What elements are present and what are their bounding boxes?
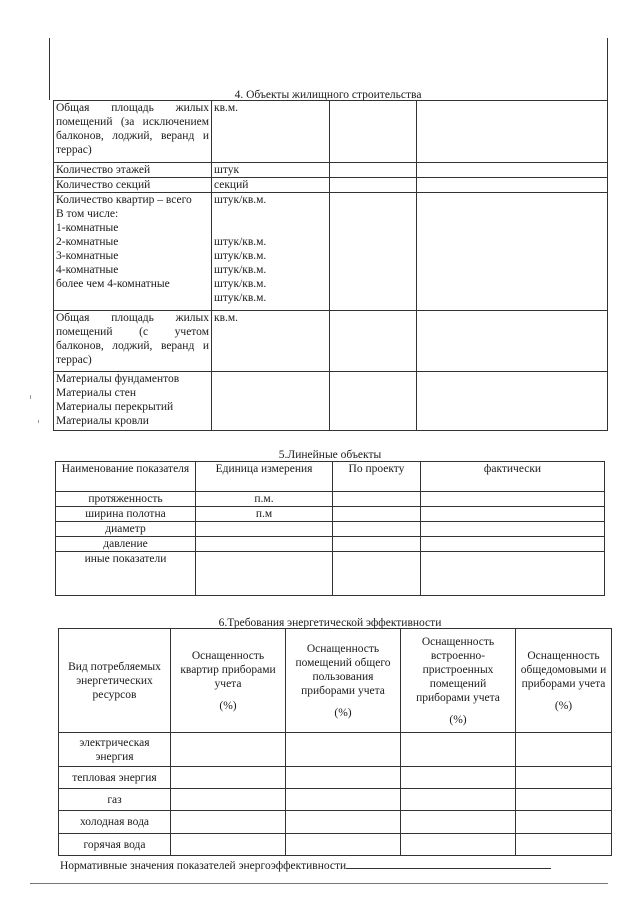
header-by-project: По проекту xyxy=(333,462,421,492)
project-value-cell[interactable] xyxy=(333,492,421,507)
resource-row-label: электрическая энергия xyxy=(59,733,171,767)
materials-walls-label: Материалы стен xyxy=(56,387,137,399)
apartments-1-room-unit: штук/кв.м. xyxy=(214,236,267,248)
linear-row-unit xyxy=(196,552,333,596)
linear-row-unit: п.м xyxy=(196,507,333,522)
resource-row-label: горячая вода xyxy=(59,834,171,856)
common-areas-meters-value[interactable] xyxy=(286,789,401,811)
project-value-cell[interactable] xyxy=(330,163,417,178)
resource-row-label: холодная вода xyxy=(59,811,171,834)
header-common-areas-meters-cell xyxy=(286,629,401,733)
energy-norms-label: Нормативные значения показателей энергоэффективности xyxy=(60,860,347,872)
header-common-areas-meters-unit: (%) xyxy=(334,706,352,719)
project-value-cell[interactable] xyxy=(330,311,417,372)
row-living-area-excl-label: Общая площадь жилых помещений (за исключением балконов, лоджий, веранд и террас) xyxy=(54,101,212,163)
energy-norms-line xyxy=(60,857,551,873)
apartments-more-4-room-label: более чем 4-комнатные xyxy=(56,278,170,290)
row-materials-cell xyxy=(54,372,212,431)
materials-foundations-label: Материалы фундаментов xyxy=(56,373,180,385)
common-areas-meters-value[interactable] xyxy=(286,834,401,856)
row-floors-label: Количество этажей xyxy=(54,163,212,178)
common-areas-meters-value[interactable] xyxy=(286,733,401,767)
margin-mark xyxy=(30,395,31,399)
energy-norms-blank[interactable] xyxy=(346,857,551,869)
linear-row-name: иные показатели xyxy=(56,552,196,596)
building-meters-value[interactable] xyxy=(516,733,612,767)
builtin-premises-meters-value[interactable] xyxy=(401,834,516,856)
header-apartments-meters-cell xyxy=(171,629,286,733)
builtin-premises-meters-value[interactable] xyxy=(401,811,516,834)
linear-objects-table xyxy=(55,461,605,596)
building-meters-value[interactable] xyxy=(516,811,612,834)
builtin-premises-meters-value[interactable] xyxy=(401,767,516,789)
section4-title: 4. Объекты жилищного строительства xyxy=(234,89,422,101)
project-value-cell[interactable] xyxy=(333,507,421,522)
header-builtin-premises-meters: Оснащенность встроенно-пристроенных помещений приборами учета xyxy=(416,635,500,704)
row-apartments-label-cell xyxy=(54,193,212,311)
building-meters-value[interactable] xyxy=(516,767,612,789)
apartments-3-room-unit: штук/кв.м. xyxy=(214,264,267,276)
energy-efficiency-table xyxy=(58,628,612,856)
actual-value-cell[interactable] xyxy=(417,372,608,431)
project-value-cell[interactable] xyxy=(330,178,417,193)
row-sections-label: Количество секций xyxy=(54,178,212,193)
linear-row-name: протяженность xyxy=(56,492,196,507)
apartments-including-label: В том числе: xyxy=(56,208,119,220)
apartments-meters-value[interactable] xyxy=(171,767,286,789)
actual-value-cell[interactable] xyxy=(421,537,605,552)
materials-unit-cell[interactable] xyxy=(212,372,330,431)
header-indicator-name: Наименование показателя xyxy=(56,462,196,492)
apartments-total-unit: штук/кв.м. xyxy=(214,194,267,206)
header-common-areas-meters: Оснащенность помещений общего пользования приборами учета xyxy=(295,642,391,697)
apartments-meters-value[interactable] xyxy=(171,789,286,811)
actual-value-cell[interactable] xyxy=(417,178,608,193)
apartments-meters-value[interactable] xyxy=(171,733,286,767)
actual-value-cell[interactable] xyxy=(417,311,608,372)
project-value-cell[interactable] xyxy=(330,101,417,163)
building-meters-value[interactable] xyxy=(516,789,612,811)
actual-value-cell[interactable] xyxy=(421,507,605,522)
header-building-meters-unit: (%) xyxy=(554,699,573,712)
apartments-2-room-unit: штук/кв.м. xyxy=(214,250,267,262)
actual-value-cell[interactable] xyxy=(421,552,605,596)
linear-row-name: давление xyxy=(56,537,196,552)
section5-title: 5.Линейные объекты xyxy=(278,449,382,461)
bottom-rule xyxy=(30,883,608,884)
materials-roof-label: Материалы кровли xyxy=(56,415,149,427)
actual-value-cell[interactable] xyxy=(421,492,605,507)
builtin-premises-meters-value[interactable] xyxy=(401,733,516,767)
actual-value-cell[interactable] xyxy=(417,101,608,163)
resource-row-label: тепловая энергия xyxy=(59,767,171,789)
linear-row-unit xyxy=(196,522,333,537)
builtin-premises-meters-value[interactable] xyxy=(401,789,516,811)
header-builtin-premises-meters-unit: (%) xyxy=(449,713,467,726)
margin-mark xyxy=(38,420,39,423)
header-resource-type: Вид потребляемых энергетических ресурсов xyxy=(68,660,161,701)
linear-row-name: ширина полотна xyxy=(56,507,196,522)
header-apartments-meters: Оснащенность квартир приборами учета xyxy=(180,649,276,690)
row-floors-unit: штук xyxy=(212,163,330,178)
section6-title: 6.Требования энергетической эффективности xyxy=(218,617,442,629)
project-value-cell[interactable] xyxy=(330,372,417,431)
apartments-more-4-room-unit: штук/кв.м. xyxy=(214,292,267,304)
apartments-3-room-label: 3-комнатные xyxy=(56,250,119,262)
header-actual: фактически xyxy=(421,462,605,492)
project-value-cell[interactable] xyxy=(333,522,421,537)
project-value-cell[interactable] xyxy=(333,537,421,552)
linear-row-unit: п.м. xyxy=(196,492,333,507)
header-unit: Единица измерения xyxy=(196,462,333,492)
actual-value-cell[interactable] xyxy=(417,163,608,178)
project-value-cell[interactable] xyxy=(333,552,421,596)
apartments-2-room-label: 2-комнатные xyxy=(56,236,119,248)
apartments-meters-value[interactable] xyxy=(171,811,286,834)
linear-row-name: диаметр xyxy=(56,522,196,537)
row-living-area-excl-unit: кв.м. xyxy=(212,101,330,163)
header-builtin-premises-meters-cell xyxy=(401,629,516,733)
apartments-total-label: Количество квартир – всего xyxy=(56,194,192,206)
row-living-area-incl-label: Общая площадь жилых помещений (с учетом балконов, лоджий, веранд и террас) xyxy=(54,311,212,372)
resource-row-label: газ xyxy=(59,789,171,811)
actual-value-cell[interactable] xyxy=(417,193,608,311)
header-building-meters: Оснащенность общедомовыми и приборами учета xyxy=(520,649,607,690)
housing-objects-table xyxy=(53,100,608,431)
actual-value-cell[interactable] xyxy=(421,522,605,537)
page-frame-right xyxy=(607,38,608,100)
apartments-meters-value[interactable] xyxy=(171,834,286,856)
project-value-cell[interactable] xyxy=(330,193,417,311)
header-apartments-meters-unit: (%) xyxy=(219,699,237,712)
row-sections-unit: секций xyxy=(212,178,330,193)
row-apartments-unit-cell xyxy=(212,193,330,311)
apartments-4-room-label: 4-комнатные xyxy=(56,264,119,276)
apartments-4-room-unit: штук/кв.м. xyxy=(214,278,267,290)
common-areas-meters-value[interactable] xyxy=(286,767,401,789)
row-living-area-incl-unit: кв.м. xyxy=(212,311,330,372)
linear-row-unit xyxy=(196,537,333,552)
building-meters-value[interactable] xyxy=(516,834,612,856)
common-areas-meters-value[interactable] xyxy=(286,811,401,834)
apartments-1-room-label: 1-комнатные xyxy=(56,222,119,234)
materials-floors-label: Материалы перекрытий xyxy=(56,401,174,413)
header-resource-type-cell xyxy=(59,629,171,733)
header-building-meters-cell xyxy=(516,629,612,733)
